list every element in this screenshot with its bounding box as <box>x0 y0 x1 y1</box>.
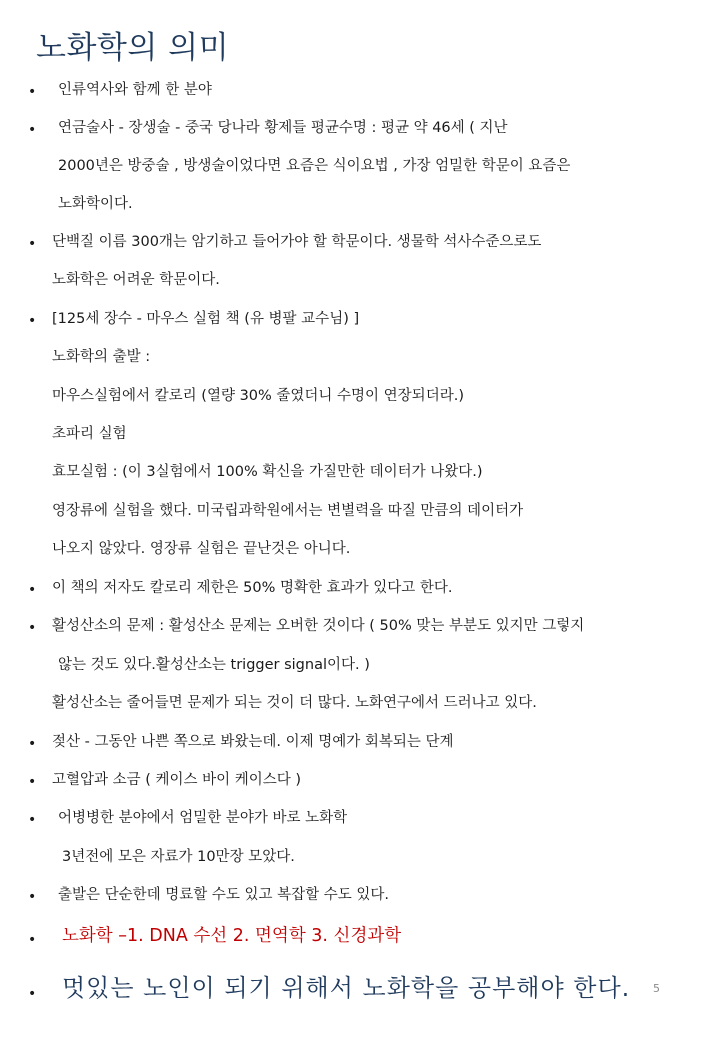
bullet-icon: • <box>28 582 37 598</box>
conclusion-line: 멋있는 노인이 되기 위해서 노화학을 공부해야 한다. <box>62 974 631 1002</box>
page-number: 5 <box>653 982 660 995</box>
text-line: 않는 것도 있다.활성산소는 trigger signal이다. ) <box>58 657 370 673</box>
bullet-icon: • <box>28 986 37 1002</box>
text-line: 어병병한 분야에서 엄밀한 분야가 바로 노화학 <box>58 810 348 826</box>
text-line: 인류역사와 함께 한 분야 <box>58 82 212 98</box>
text-line: 활성산소는 줄어들면 문제가 되는 것이 더 많다. 노화연구에서 드러나고 있다. <box>52 695 537 711</box>
bullet-icon: • <box>28 889 37 905</box>
text-line: 연금술사 - 장생술 - 중국 당나라 황제들 평균수명 : 평균 약 46세 ( 지난 <box>58 120 508 136</box>
text-line: 이 책의 저자도 칼로리 제한은 50% 명확한 효과가 있다고 한다. <box>52 580 453 596</box>
bullet-icon: • <box>28 84 37 100</box>
text-line: 노화학이다. <box>58 196 133 212</box>
bullet-icon: • <box>28 736 37 752</box>
text-line: 단백질 이름 300개는 암기하고 들어가야 할 학문이다. 생물학 석사수준으로도 <box>52 234 542 250</box>
text-line: 고혈압과 소금 ( 케이스 바이 케이스다 ) <box>52 772 302 788</box>
text-line: 마우스실험에서 칼로리 (열량 30% 줄였더니 수명이 연장되더라.) <box>52 388 464 404</box>
text-line: 영장류에 실험을 했다. 미국립과학원에서는 변별력을 따질 만큼의 데이터가 <box>52 503 524 519</box>
text-line: 3년전에 모은 자료가 10만장 모았다. <box>62 849 295 865</box>
bullet-icon: • <box>28 812 37 828</box>
text-line: 효모실험 : (이 3실험에서 100% 확신을 가질만한 데이터가 나왔다.) <box>52 464 483 480</box>
bullet-icon: • <box>28 620 37 636</box>
text-line: [125세 장수 - 마우스 실험 책 (유 병팔 교수님) ] <box>52 311 360 327</box>
text-line: 젖산 - 그동안 나쁜 쪽으로 봐왔는데. 이제 명예가 회복되는 단계 <box>52 734 454 750</box>
text-line: 노화학의 출발 : <box>52 349 151 365</box>
bullet-icon: • <box>28 122 37 138</box>
text-line: 출발은 단순한데 명료할 수도 있고 복잡할 수도 있다. <box>58 887 390 903</box>
highlight-line: 노화학 –1. DNA 수선 2. 면역학 3. 신경과학 <box>62 926 402 946</box>
text-line: 나오지 않았다. 영장류 실험은 끝난것은 아니다. <box>52 541 351 557</box>
slide-title: 노화학의 의미 <box>36 30 230 66</box>
bullet-icon: • <box>28 774 37 790</box>
bullet-icon: • <box>28 932 37 948</box>
bullet-icon: • <box>28 313 37 329</box>
bullet-icon: • <box>28 236 37 252</box>
text-line: 초파리 실험 <box>52 426 127 442</box>
text-line: 노화학은 어려운 학문이다. <box>52 272 220 288</box>
text-line: 활성산소의 문제 : 활성산소 문제는 오버한 것이다 ( 50% 맞는 부분도 있지만 그렇지 <box>52 618 585 634</box>
text-line: 2000년은 방중술 , 방생술이었다면 요즘은 식이요법 , 가장 엄밀한 학문이 요즘은 <box>58 158 571 174</box>
